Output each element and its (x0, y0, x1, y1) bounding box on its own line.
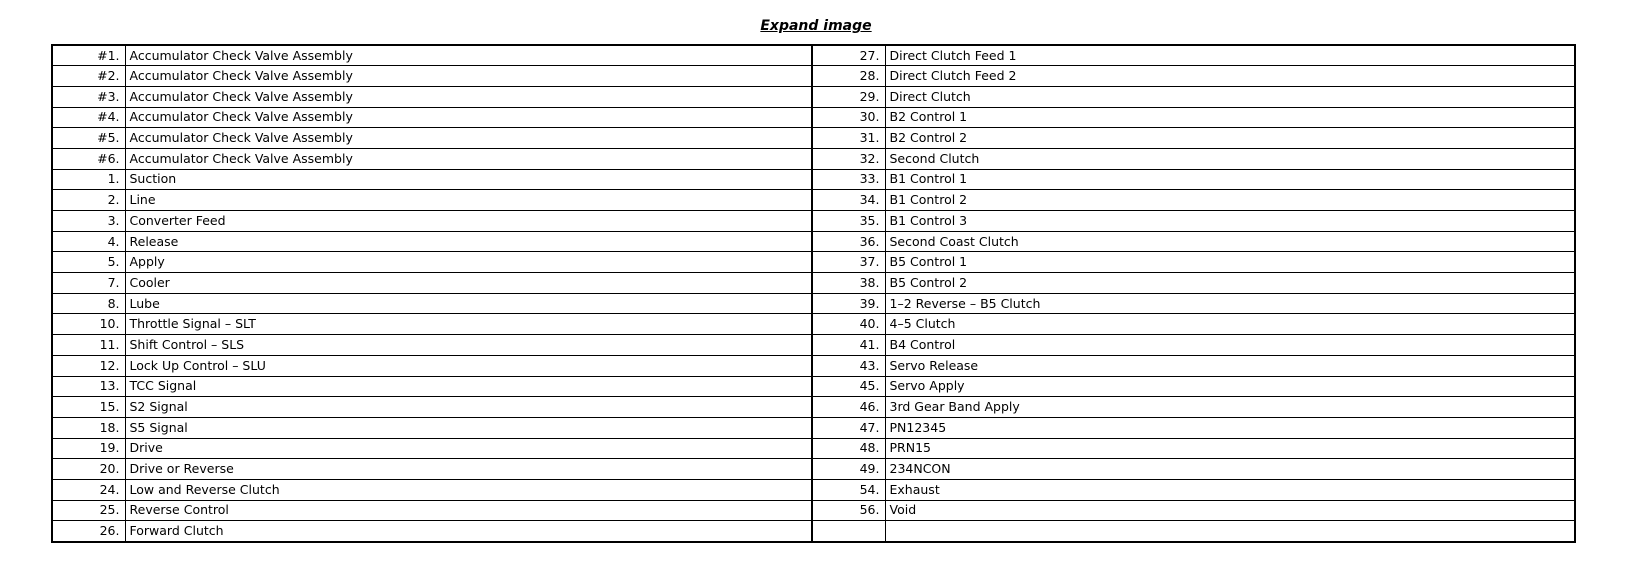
right-item-number: 38. (812, 273, 885, 294)
left-item-label: Cooler (125, 273, 812, 294)
right-item-number: 31. (812, 128, 885, 149)
right-item-number: 27. (812, 45, 885, 66)
left-item-number: 7. (52, 273, 125, 294)
left-item-number: 13. (52, 376, 125, 397)
right-item-label: PN12345 (885, 417, 1575, 438)
table-row (52, 335, 1575, 356)
right-item-label: 234NCON (885, 459, 1575, 480)
left-item-number: 24. (52, 479, 125, 500)
left-item-label: Throttle Signal – SLT (125, 314, 812, 335)
table-row (52, 314, 1575, 335)
left-item-number: 12. (52, 355, 125, 376)
table-row (52, 45, 1575, 66)
table-row (52, 500, 1575, 521)
left-item-label: Low and Reverse Clutch (125, 479, 812, 500)
left-item-label: Accumulator Check Valve Assembly (125, 45, 812, 66)
right-item-label: B2 Control 2 (885, 128, 1575, 149)
right-item-number: 56. (812, 500, 885, 521)
left-item-label: Lube (125, 293, 812, 314)
table-row (52, 211, 1575, 232)
right-item-number: 46. (812, 397, 885, 418)
left-item-label: Drive (125, 438, 812, 459)
table-row (52, 107, 1575, 128)
right-item-number: 28. (812, 66, 885, 87)
table-row (52, 438, 1575, 459)
right-item-number: 33. (812, 169, 885, 190)
table-row (52, 417, 1575, 438)
table-row (52, 273, 1575, 294)
right-item-number: 39. (812, 293, 885, 314)
left-item-label: Accumulator Check Valve Assembly (125, 86, 812, 107)
legend-body (52, 45, 1575, 542)
left-item-number: 19. (52, 438, 125, 459)
right-item-label: 1–2 Reverse – B5 Clutch (885, 293, 1575, 314)
right-item-number: 34. (812, 190, 885, 211)
right-item-number: 41. (812, 335, 885, 356)
right-item-number: 43. (812, 355, 885, 376)
table-row (52, 148, 1575, 169)
right-item-label: Direct Clutch Feed 2 (885, 66, 1575, 87)
table-row (52, 397, 1575, 418)
right-item-number: 35. (812, 211, 885, 232)
right-item-label: Servo Apply (885, 376, 1575, 397)
left-item-label: S2 Signal (125, 397, 812, 418)
right-item-label: B1 Control 3 (885, 211, 1575, 232)
right-item-label: Direct Clutch Feed 1 (885, 45, 1575, 66)
left-item-number: #2. (52, 66, 125, 87)
table-row (52, 521, 1575, 542)
left-item-label: Suction (125, 169, 812, 190)
left-item-number: #6. (52, 148, 125, 169)
right-item-label (885, 521, 1575, 542)
left-item-label: Accumulator Check Valve Assembly (125, 107, 812, 128)
right-item-number: 36. (812, 231, 885, 252)
right-item-label: Second Clutch (885, 148, 1575, 169)
table-row (52, 190, 1575, 211)
table-row (52, 293, 1575, 314)
right-item-number: 49. (812, 459, 885, 480)
right-item-label: B1 Control 2 (885, 190, 1575, 211)
left-item-number: 20. (52, 459, 125, 480)
table-row (52, 66, 1575, 87)
left-item-number: 2. (52, 190, 125, 211)
left-item-number: #5. (52, 128, 125, 149)
right-item-label: 3rd Gear Band Apply (885, 397, 1575, 418)
left-item-label: Apply (125, 252, 812, 273)
expand-image-link[interactable]: Expand image (760, 18, 872, 34)
left-item-number: 1. (52, 169, 125, 190)
left-item-label: Forward Clutch (125, 521, 812, 542)
right-item-number: 32. (812, 148, 885, 169)
right-item-label: Servo Release (885, 355, 1575, 376)
right-item-label: B1 Control 1 (885, 169, 1575, 190)
right-item-number (812, 521, 885, 542)
left-item-number: 4. (52, 231, 125, 252)
table-row (52, 231, 1575, 252)
table-row (52, 252, 1575, 273)
right-item-number: 37. (812, 252, 885, 273)
left-item-label: S5 Signal (125, 417, 812, 438)
left-item-number: 25. (52, 500, 125, 521)
table-row (52, 86, 1575, 107)
left-item-label: Lock Up Control – SLU (125, 355, 812, 376)
right-item-label: 4–5 Clutch (885, 314, 1575, 335)
left-item-label: Accumulator Check Valve Assembly (125, 66, 812, 87)
left-item-number: 26. (52, 521, 125, 542)
left-item-number: 15. (52, 397, 125, 418)
left-item-number: 5. (52, 252, 125, 273)
left-item-label: Reverse Control (125, 500, 812, 521)
right-item-label: B2 Control 1 (885, 107, 1575, 128)
right-item-number: 30. (812, 107, 885, 128)
right-item-number: 48. (812, 438, 885, 459)
right-item-number: 40. (812, 314, 885, 335)
right-item-number: 45. (812, 376, 885, 397)
left-item-label: Shift Control – SLS (125, 335, 812, 356)
right-item-number: 47. (812, 417, 885, 438)
table-row (52, 355, 1575, 376)
right-item-label: B4 Control (885, 335, 1575, 356)
left-item-label: TCC Signal (125, 376, 812, 397)
table-row (52, 479, 1575, 500)
table-row (52, 459, 1575, 480)
left-item-label: Line (125, 190, 812, 211)
left-item-label: Drive or Reverse (125, 459, 812, 480)
left-item-label: Accumulator Check Valve Assembly (125, 128, 812, 149)
left-item-label: Accumulator Check Valve Assembly (125, 148, 812, 169)
right-item-number: 54. (812, 479, 885, 500)
left-item-number: #4. (52, 107, 125, 128)
left-item-number: 18. (52, 417, 125, 438)
left-item-label: Release (125, 231, 812, 252)
right-item-label: B5 Control 1 (885, 252, 1575, 273)
left-item-number: 10. (52, 314, 125, 335)
right-item-number: 29. (812, 86, 885, 107)
right-item-label: Void (885, 500, 1575, 521)
passage-legend-table (51, 44, 1576, 543)
right-item-label: Direct Clutch (885, 86, 1575, 107)
left-item-number: 8. (52, 293, 125, 314)
left-item-number: 11. (52, 335, 125, 356)
table-row (52, 376, 1575, 397)
table-row (52, 128, 1575, 149)
right-item-label: PRN15 (885, 438, 1575, 459)
table-row (52, 169, 1575, 190)
left-item-number: 3. (52, 211, 125, 232)
right-item-label: Second Coast Clutch (885, 231, 1575, 252)
left-item-number: #3. (52, 86, 125, 107)
left-item-label: Converter Feed (125, 211, 812, 232)
left-item-number: #1. (52, 45, 125, 66)
right-item-label: Exhaust (885, 479, 1575, 500)
right-item-label: B5 Control 2 (885, 273, 1575, 294)
